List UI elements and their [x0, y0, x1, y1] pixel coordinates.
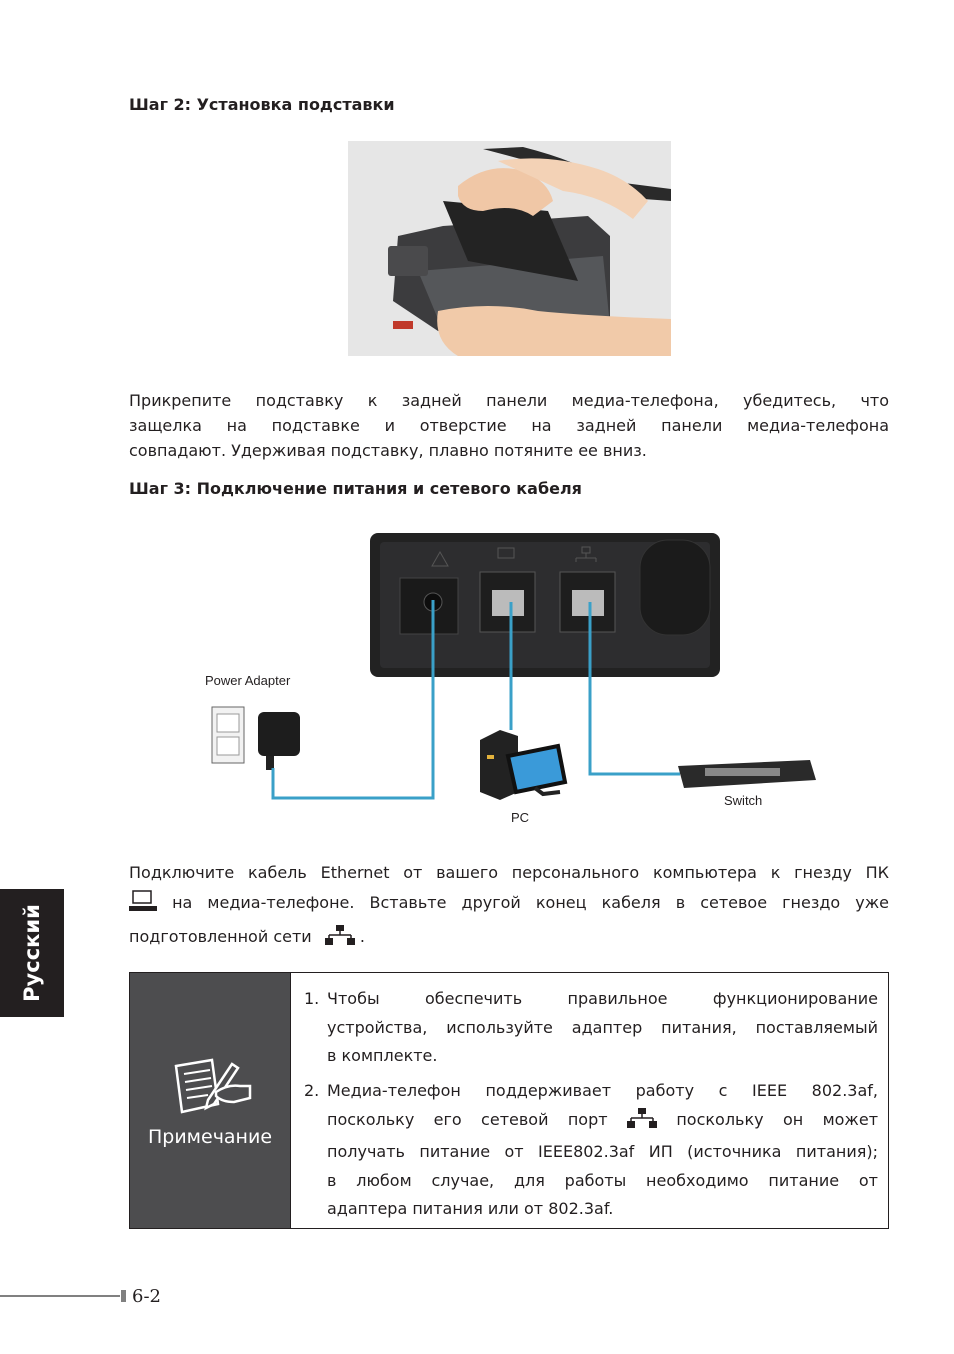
- power-adapter-icon: [258, 712, 300, 756]
- note-box: [129, 972, 889, 1229]
- pc-monitor-icon: [508, 746, 565, 792]
- step2-paragraph-line: совпадают. Удерживая подставку, плавно потяните ее вниз.: [129, 441, 647, 460]
- step3-paragraph-text: на медиа-телефоне. Вставьте другой конец кабеля в сетевое гнездо уже: [172, 893, 889, 912]
- stand-installation-photo: [348, 141, 671, 356]
- lan-port-icon: [325, 924, 355, 956]
- lan-port-icon: [627, 1107, 657, 1139]
- note-item-line: устройства, используйте адаптер питания, поставляемый: [327, 1017, 878, 1037]
- step3-paragraph-line: [129, 922, 889, 956]
- note-item: [304, 985, 878, 1071]
- note-item-line: получать питание от IEEE802.3af ИП (источника питания);: [327, 1142, 878, 1161]
- step3-paragraph-line: [129, 888, 889, 922]
- note-item-line: Медиа-телефон поддерживает работу с IEEE 802.3af,: [327, 1081, 878, 1100]
- note-item-number: 1.: [304, 989, 320, 1008]
- note-item-number: 2.: [304, 1081, 320, 1100]
- connection-diagram-svg: [200, 530, 820, 830]
- note-item-line: в комплекте.: [327, 1046, 438, 1065]
- step3-paragraph-text: подготовленной сети: [129, 927, 312, 946]
- note-label-cell: [130, 973, 291, 1228]
- note-item-line: адаптера питания или от 802.3af.: [327, 1199, 614, 1218]
- step3-paragraph-text: .: [359, 927, 365, 946]
- switch-label: Switch: [724, 793, 763, 808]
- footer-marker: [121, 1290, 126, 1302]
- language-side-tab: [0, 889, 64, 1017]
- note-writing-icon: [168, 1056, 254, 1120]
- pc-label: PC: [511, 810, 530, 825]
- step2-paragraph-line: Прикрепите подставку к задней панели медиа-телефона, убедитесь, что: [129, 391, 889, 410]
- note-item-line: Чтобы обеспечить правильное функционирование: [327, 989, 878, 1008]
- step2-heading: Шаг 2: Установка подставки: [129, 95, 395, 114]
- step2-paragraph-line: защелка на подставке и отверстие на задней панели медиа-телефона: [129, 416, 889, 435]
- step3-paragraph-line: Подключите кабель Ethernet от вашего персонального компьютера к гнезду ПК: [129, 863, 889, 882]
- note-item-text: поскольку его сетевой порт: [327, 1109, 608, 1129]
- language-tab-label: Русский: [20, 904, 44, 1002]
- note-item: [304, 1077, 878, 1224]
- power-adapter-label: Power Adapter: [205, 673, 291, 688]
- stand-photo-illustration: [348, 141, 671, 356]
- step2-paragraph: [129, 388, 889, 463]
- step3-paragraph: [129, 858, 889, 956]
- note-item-line: [327, 1106, 878, 1139]
- note-item-line: в любом случае, для работы необходимо питание от: [327, 1170, 878, 1190]
- note-item-text: поскольку он может: [676, 1109, 879, 1129]
- step3-heading: Шаг 3: Подключение питания и сетевого кабеля: [129, 479, 582, 498]
- note-label: Примечание: [147, 1126, 273, 1148]
- pc-port-icon: [129, 890, 157, 922]
- page-number: 6-2: [132, 1286, 161, 1307]
- footer-rule: [0, 1295, 120, 1297]
- connection-diagram: [200, 530, 820, 830]
